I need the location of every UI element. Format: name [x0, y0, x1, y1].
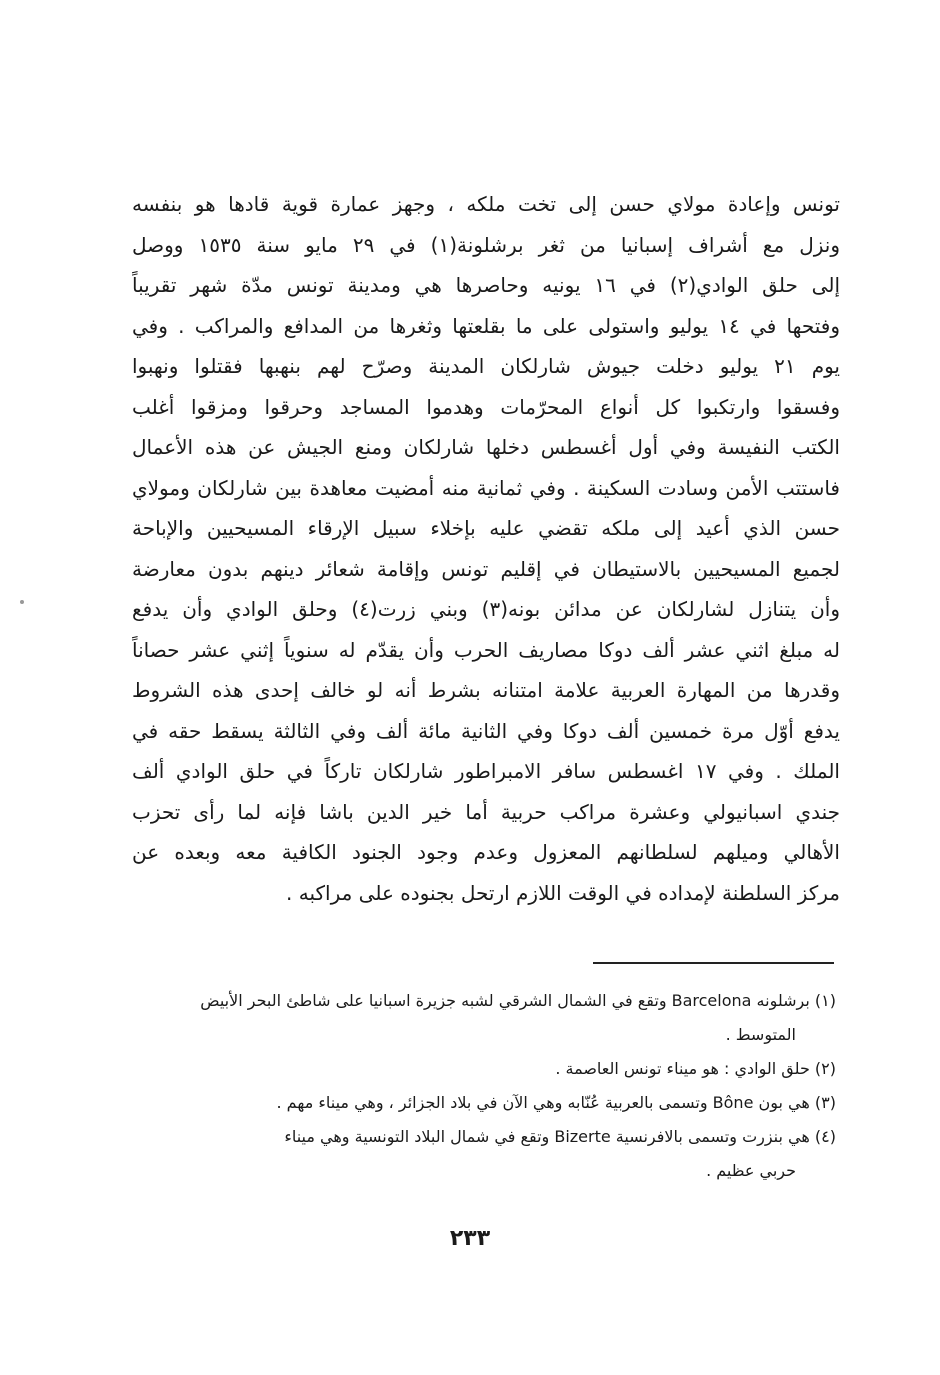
body-line: الكتب النفيسة وفي أول أغسطس دخلها شارلكان ومنع الجيش عن هذه الأعمال	[132, 435, 840, 459]
page-number: ٢٣٣	[449, 1226, 491, 1251]
body-line: تونس وإعادة مولاي حسن إلى تخت ملكه ، وجهز عمارة قوية قادها هو بنفسه	[132, 192, 840, 216]
body-line: يوم ٢١ يوليو دخلت جيوش شارلكان المدينة وصرّح لهم بنهبها فقتلوا ونهبوا	[132, 354, 840, 378]
footnote-1-continuation: المتوسط .	[725, 1025, 796, 1044]
body-line: وفسقوا وارتكبوا كل أنواع المحرّمات وهدموا المساجد وحرقوا ومزقوا أغلب	[132, 394, 840, 419]
footnote-2: (٢) حلق الوادي : هو ميناء تونس العاصمة .	[555, 1059, 836, 1078]
footnote-3: (٣) هي بون Bône وتسمى بالعربية عُنّابه وهي الآن في بلاد الجزائر ، وهي ميناء مهم .	[276, 1093, 836, 1112]
body-line: وفتحها في ١٤ يوليو واستولى على ما بقلعتها وثغرها من المدافع والمراكب . وفي	[132, 313, 840, 338]
body-line: مركز السلطنة لإمداده في الوقت اللازم ارتحل بجنوده على مراكبه .	[286, 880, 840, 905]
body-line: حسن الذي أعيد إلى ملكه تقضي عليه بإخلاء سبيل الإرقاء المسيحيين والإباحة	[132, 516, 840, 540]
body-text	[132, 184, 840, 913]
body-line: الأهالي وميلهم لسلطانهم المعزول وعدم وجود الجنود الكافية معه وبعده عن	[132, 840, 840, 864]
footnotes	[140, 984, 836, 1188]
body-line: لجميع المسيحيين بالاستيطان في إقليم تونس وإقامة شعائر دينهم بدون معارضة	[132, 556, 840, 581]
body-line: له مبلغ اثني عشر ألف دوكا مصاريف الحرب وأن يقدّم له سنوياً إثني عشر حصاناً	[132, 637, 840, 662]
margin-speck	[20, 600, 24, 604]
footnote-4: (٤) هي بنزرت وتسمى بالافرنسية Bizerte وتقع في شمال البلاد التونسية وهي ميناء	[284, 1127, 836, 1146]
footnote-4-continuation: حربي عظيم .	[706, 1161, 796, 1180]
footnote-1: (١) برشلونه Barcelona وتقع في الشمال الشرقي لشبه جزيرة اسبانيا على شاطئ البحر الأبيض	[200, 991, 836, 1010]
body-line: ونزل مع أشراف إسبانيا من ثغر برشلونة(١) في ٢٩ مايو سنة ١٥٣٥ ووصل	[132, 232, 840, 257]
body-line: يدفع أوّل مرة خمسين ألف دوكا وفي الثانية مائة ألف وفي الثالثة يسقط حقه في	[132, 718, 840, 743]
body-line: وقدرها من المهارة العربية علامة امتنانه بشرط أنه لو خالف إحدى هذه الشروط	[132, 678, 840, 702]
body-line: الملك . وفي ١٧ اغسطس سافر الامبراطور شارلكان تاركاً في حلق الوادي ألف	[132, 759, 840, 783]
footnote-separator	[593, 962, 834, 964]
body-line: جندي اسبانيولي وعشرة مراكب حربية أما خير الدين باشا فإنه لما رأى تحزب	[132, 799, 840, 824]
body-line: إلى حلق الوادي(٢) في ١٦ يونيه وحاصرها هي ومدينة تونس مدّة شهر تقريباً	[132, 273, 840, 297]
body-line: وأن يتنازل لشارلكان عن مدائن بونه(٣) وبني زرت(٤) وحلق الوادي وأن يدفع	[132, 597, 840, 621]
body-line: فاستتب الأمن وسادت السكينة . وفي ثمانية منه أمضيت معاهدة بين شارلكان ومولاي	[132, 475, 840, 500]
